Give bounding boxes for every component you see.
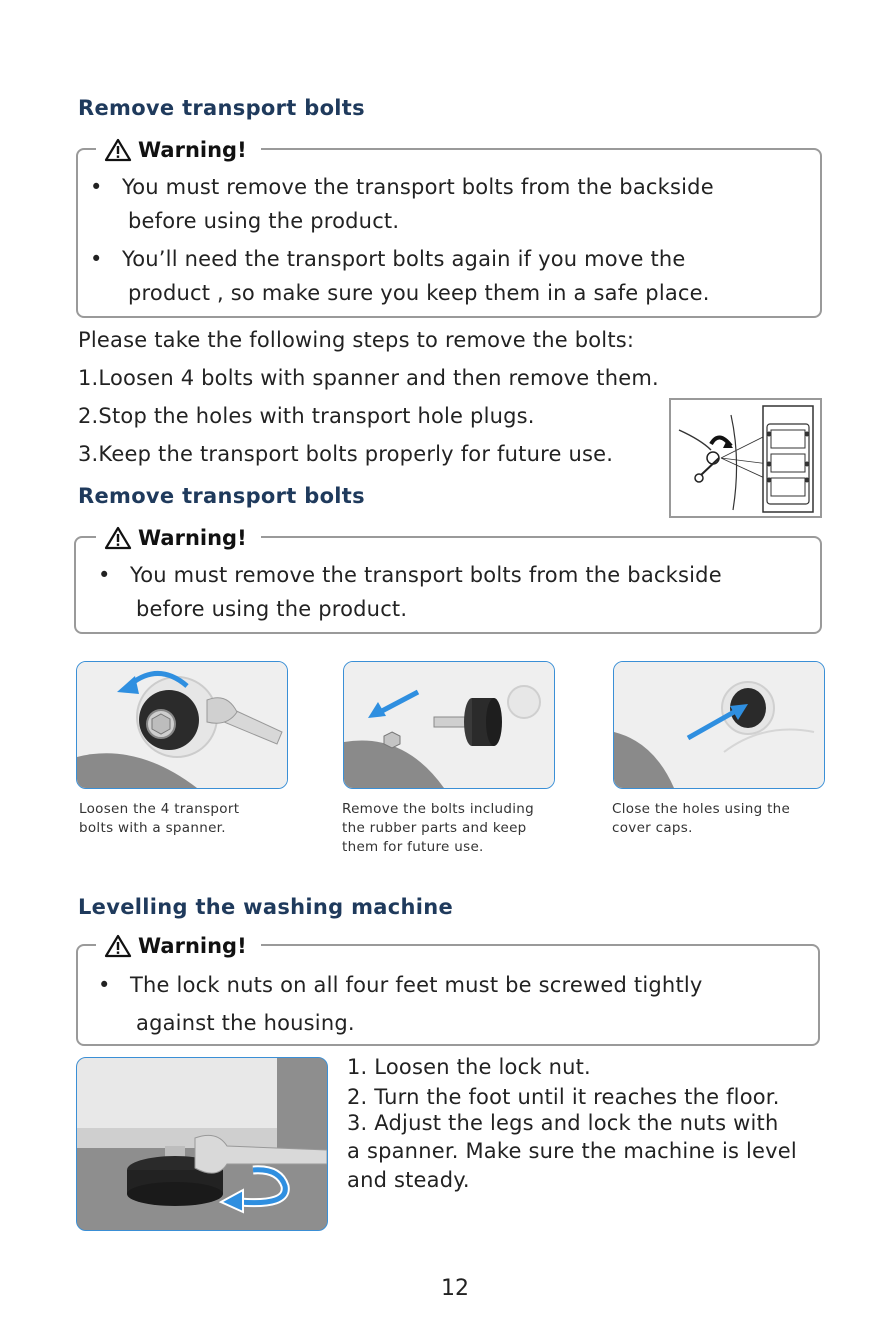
warning-text: Warning! [138,138,247,162]
bullet-line: You must remove the transport bolts from the backside [130,563,722,587]
levelling-instruction: and steady. [347,1168,470,1192]
bullet-line: The lock nuts on all four feet must be screwed tightly [130,973,703,997]
levelling-instruction: 1. Loosen the lock nut. [347,1055,591,1079]
photo-loosen-bolts [76,661,288,789]
section-title-levelling: Levelling the washing machine [78,895,454,919]
warning-triangle-icon [104,138,132,162]
photo-cover-caps [613,661,825,789]
warning-triangle-icon [104,526,132,550]
photo-caption: Close the holes using the cover caps. [612,801,791,836]
section-title-remove-bolts: Remove transport bolts [78,96,365,120]
pull-arrow-icon [364,684,424,724]
bullet-line: You’ll need the transport bolts again if you move the [122,247,686,271]
levelling-instruction: 2. Turn the foot until it reaches the floor. [347,1085,780,1109]
bullet-line: against the housing. [136,1011,355,1035]
photo-remove-bolts [343,661,555,789]
warning-label-3 [96,931,261,961]
step-item: 2.Stop the holes with transport hole plugs. [78,404,535,428]
bullet-item: • You’ll need the transport bolts again if you move the product , so make sure you keep them in a safe place. [90,242,810,310]
bullet-item: • You must remove the transport bolts from the backside before using the product. [90,170,810,238]
bullet-line: before using the product. [128,209,400,233]
warning-text: Warning! [138,934,247,958]
steps-intro: Please take the following steps to remove the bolts: [78,328,635,352]
bolt-diagram [669,398,822,518]
page-number: 12 [441,1276,469,1301]
warning-text: Warning! [138,526,247,550]
warning-label-1 [96,135,261,165]
bullet-line: product , so make sure you keep them in a safe place. [128,281,710,305]
step-item: 1.Loosen 4 bolts with spanner and then remove them. [78,366,659,390]
photo-caption: Remove the bolts including the rubber parts and keep them for future use. [342,801,535,855]
rotate-arrow-icon [113,664,193,704]
bullet-item: • The lock nuts on all four feet must be screwed tightly against the housing. [98,966,810,1042]
warning-triangle-icon [104,934,132,958]
bullet-line: before using the product. [136,597,408,621]
bullet-item: • You must remove the transport bolts from the backside before using the product. [98,558,810,626]
turn-arrow-icon [217,1162,297,1214]
warning-label-2 [96,523,261,553]
step-item: 3.Keep the transport bolts properly for future use. [78,442,614,466]
levelling-instruction: a spanner. Make sure the machine is level [347,1139,797,1163]
section-title-remove-bolts-2: Remove transport bolts [78,484,365,508]
photo-caption: Loosen the 4 transport bolts with a spanner. [79,801,240,836]
push-arrow-icon [684,698,754,744]
bullet-line: You must remove the transport bolts from the backside [122,175,714,199]
levelling-instruction: 3. Adjust the legs and lock the nuts with [347,1111,779,1135]
photo-levelling-foot [76,1057,328,1231]
